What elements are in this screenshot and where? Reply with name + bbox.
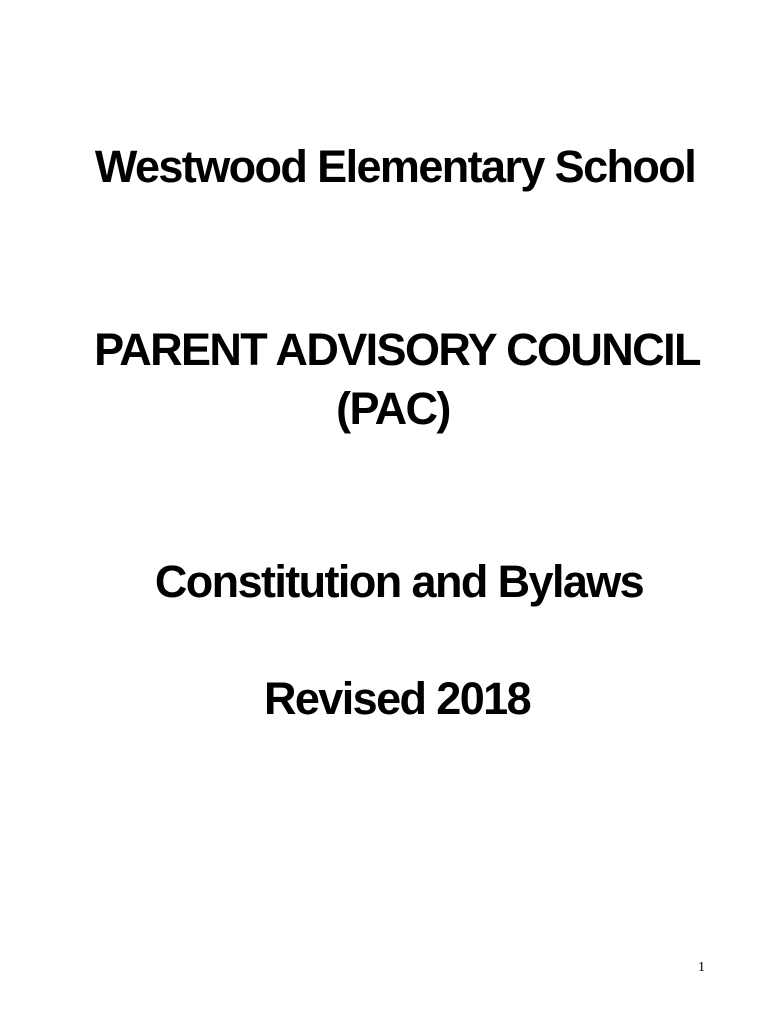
school-name-heading: Westwood Elementary School bbox=[94, 141, 696, 192]
revision-heading: Revised 2018 bbox=[263, 673, 530, 724]
council-name-heading: PARENT ADVISORY COUNCIL bbox=[94, 324, 700, 375]
council-acronym-heading: (PAC) bbox=[336, 383, 450, 434]
document-title-heading: Constitution and Bylaws bbox=[154, 556, 644, 607]
page-number: 1 bbox=[698, 960, 705, 975]
